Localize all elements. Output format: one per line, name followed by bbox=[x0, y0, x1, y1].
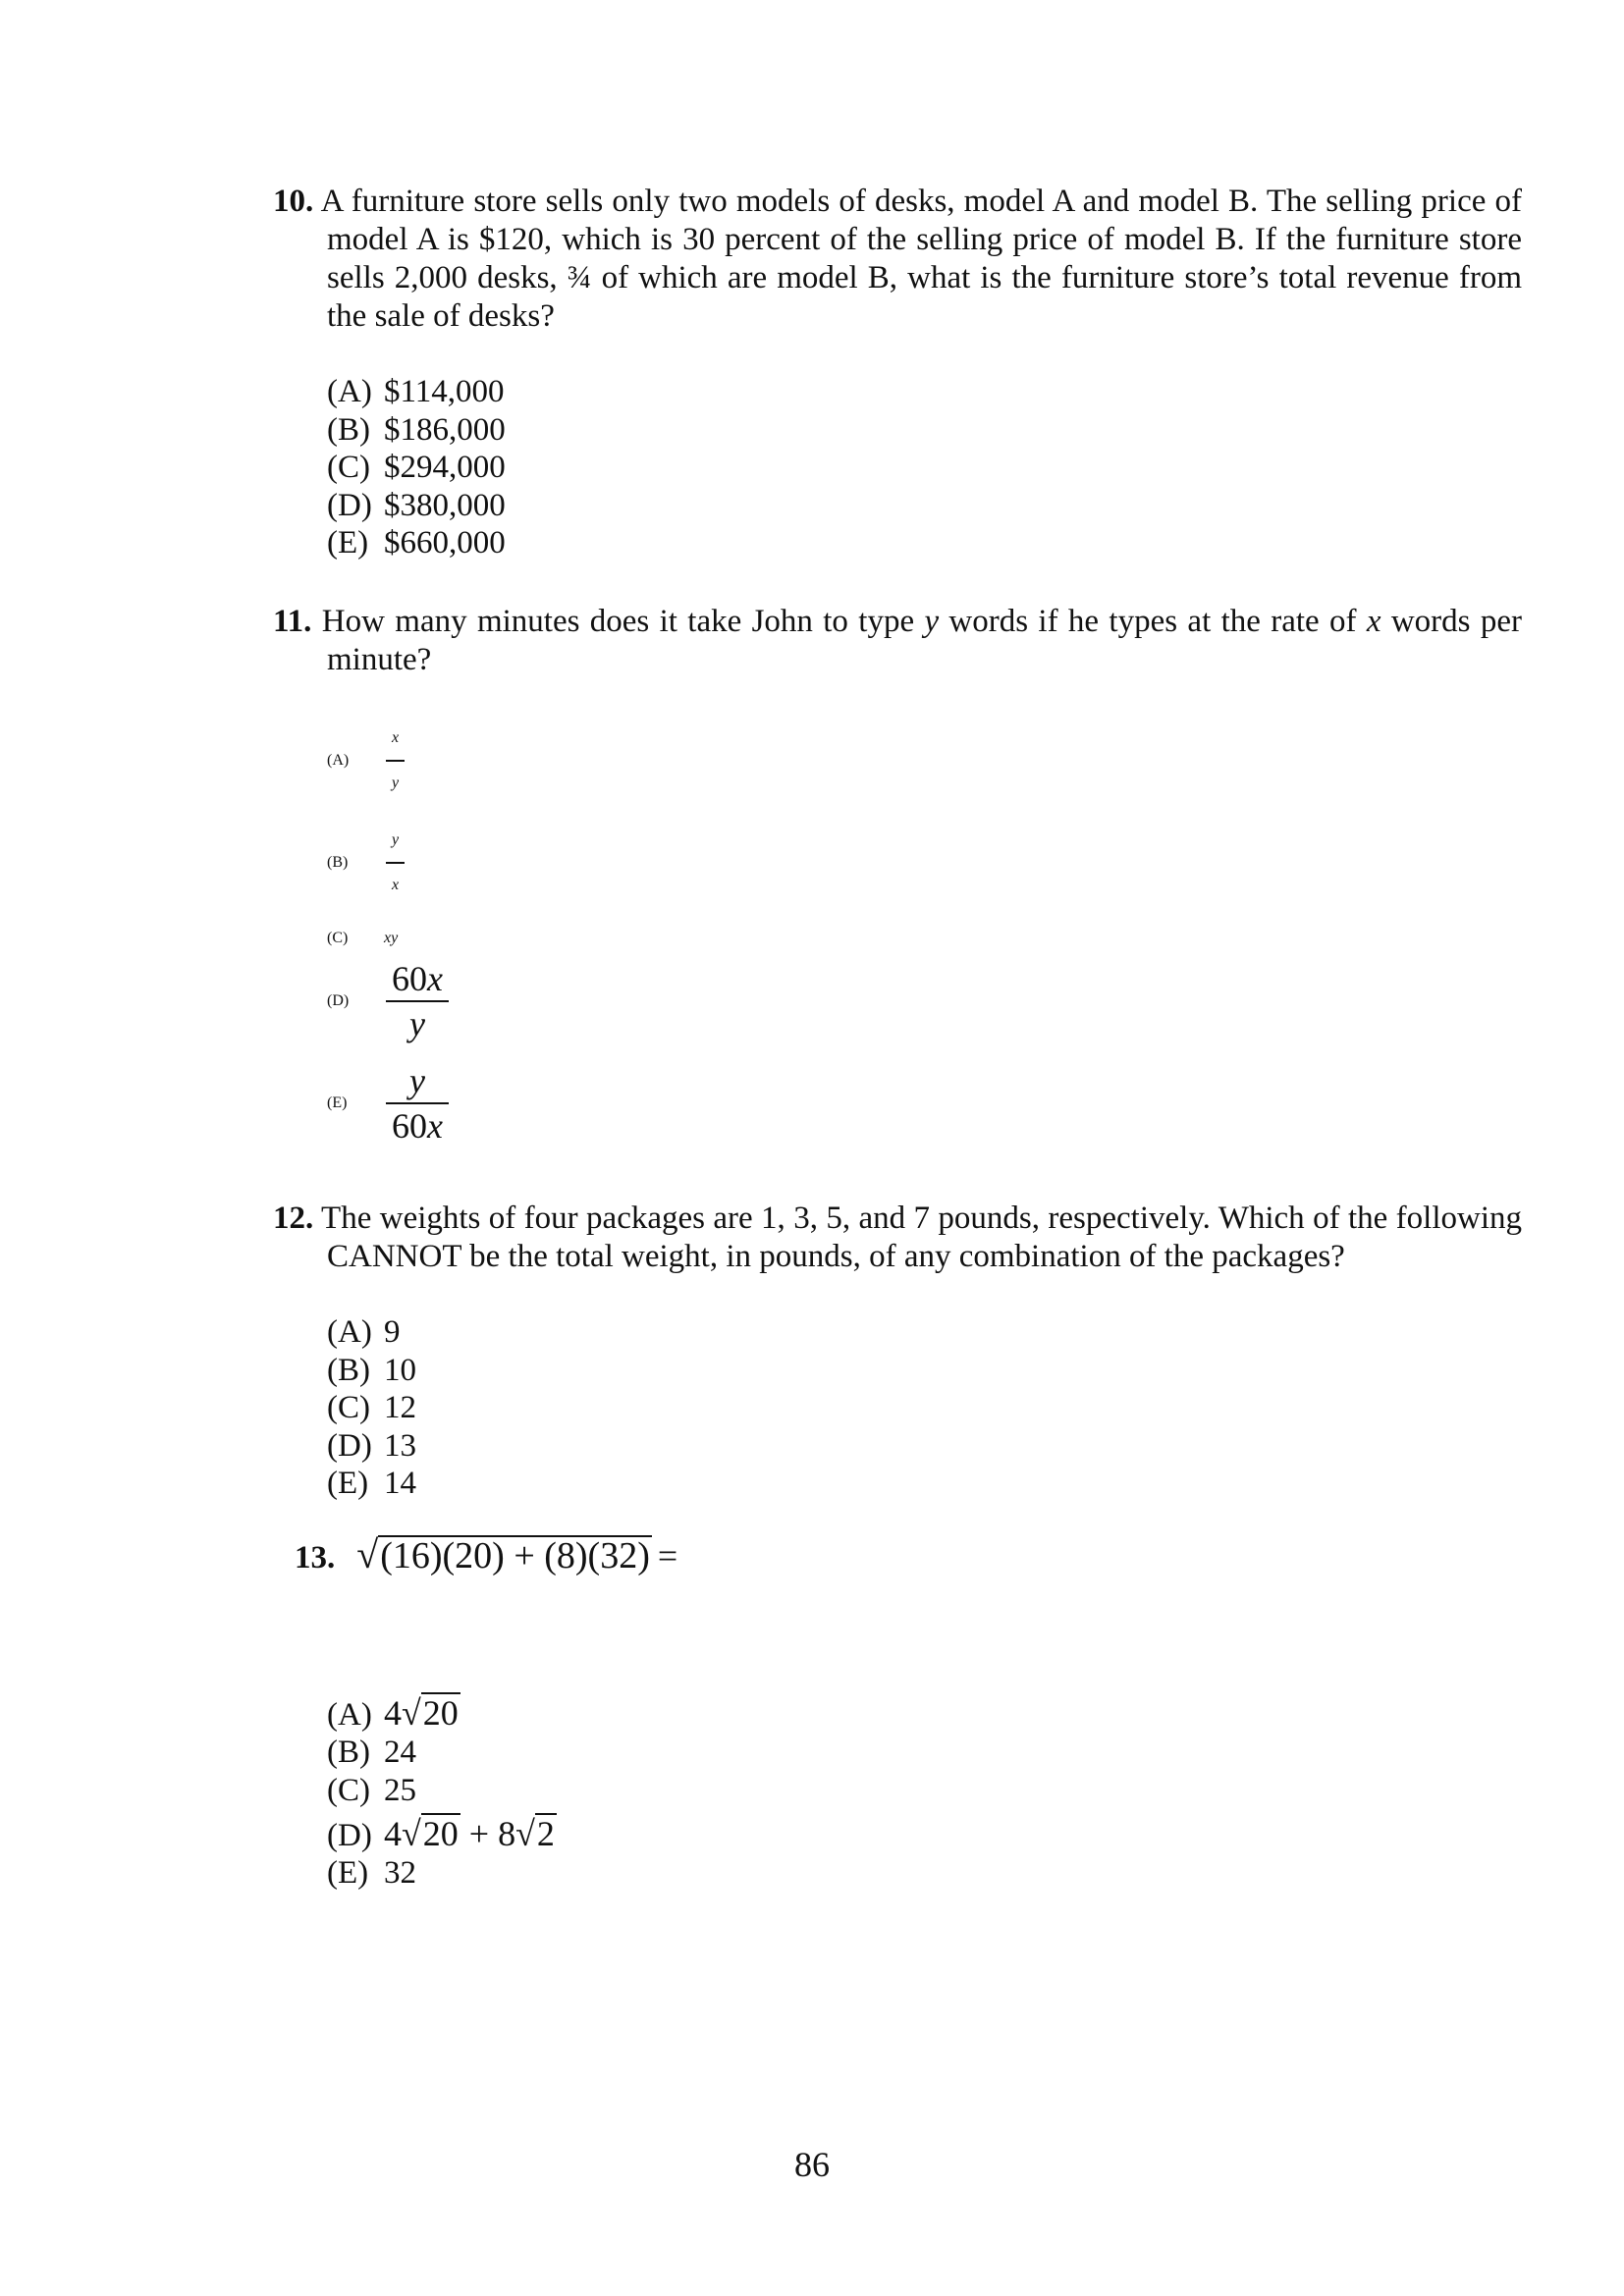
option-label: (D) bbox=[327, 487, 372, 523]
option-value: $294,000 bbox=[384, 450, 506, 485]
option-label: (C) bbox=[327, 930, 349, 947]
option-value: 9 bbox=[384, 1314, 401, 1350]
answer-option bbox=[327, 920, 398, 957]
option-value: 32 bbox=[384, 1854, 416, 1891]
fraction bbox=[386, 717, 405, 805]
page-number: 86 bbox=[794, 2145, 830, 2184]
question-13 bbox=[295, 1531, 677, 1577]
option-label: (C) bbox=[327, 1772, 370, 1808]
answer-option bbox=[327, 524, 506, 562]
answer-option bbox=[327, 1313, 416, 1352]
question-number: 10. bbox=[273, 184, 314, 219]
option-label: (A) bbox=[327, 1314, 372, 1350]
question-text: words per minute? bbox=[327, 604, 1522, 677]
answer-option bbox=[327, 957, 449, 1045]
option-label: (E) bbox=[327, 1854, 369, 1891]
option-label: (E) bbox=[327, 525, 369, 561]
option-plus-term: + 8 bbox=[460, 1813, 516, 1853]
option-value: $660,000 bbox=[384, 525, 506, 561]
option-value: $114,000 bbox=[384, 374, 505, 409]
variable-x: x bbox=[1366, 604, 1381, 639]
answer-option bbox=[327, 717, 405, 805]
answer-option bbox=[327, 1854, 557, 1893]
sqrt-symbol: √ bbox=[402, 1813, 421, 1853]
fraction-numerator: 60 bbox=[392, 959, 427, 998]
question-11 bbox=[273, 603, 1522, 679]
answer-option bbox=[327, 1427, 416, 1466]
option-label: (B) bbox=[327, 411, 370, 448]
option-label: (A) bbox=[327, 752, 350, 769]
option-label: (E) bbox=[327, 1095, 348, 1111]
answer-option bbox=[327, 411, 506, 450]
variable-y: y bbox=[924, 604, 940, 639]
option-label: (D) bbox=[327, 1817, 372, 1853]
answer-option bbox=[327, 1734, 557, 1772]
answer-options bbox=[327, 1313, 416, 1503]
option-label: (C) bbox=[327, 450, 370, 485]
sqrt-symbol: √ bbox=[402, 1693, 421, 1733]
option-label: (B) bbox=[327, 1735, 370, 1770]
answer-option bbox=[327, 1465, 416, 1503]
answer-options bbox=[327, 1692, 557, 1892]
option-value: $380,000 bbox=[384, 487, 506, 523]
option-coefficient: 4 bbox=[384, 1693, 402, 1733]
answer-options bbox=[327, 717, 622, 1168]
option-value: 12 bbox=[384, 1390, 416, 1425]
answer-option bbox=[327, 1352, 416, 1390]
radicand: 20 bbox=[422, 1813, 459, 1853]
fraction-denominator-variable: x bbox=[427, 1106, 443, 1146]
radicand: (16)(20) + (8)(32) bbox=[380, 1535, 650, 1576]
answer-option bbox=[327, 1772, 557, 1813]
fraction bbox=[386, 957, 449, 1045]
answer-option bbox=[327, 1692, 557, 1734]
fraction-numerator: x bbox=[392, 729, 400, 746]
fraction-denominator: y bbox=[392, 774, 400, 791]
question-number: 13. bbox=[295, 1540, 336, 1575]
question-10 bbox=[273, 183, 1522, 336]
answer-option bbox=[327, 1059, 449, 1148]
answer-option bbox=[327, 1813, 557, 1854]
question-text: words if he types at the rate of bbox=[939, 604, 1367, 639]
option-value: $186,000 bbox=[384, 411, 506, 448]
option-value: 24 bbox=[384, 1735, 416, 1770]
sqrt-symbol: √ bbox=[515, 1813, 535, 1853]
fraction-numerator-variable: x bbox=[427, 959, 443, 998]
sqrt-symbol: √ bbox=[356, 1532, 379, 1576]
answer-option bbox=[327, 1389, 416, 1427]
option-label: (D) bbox=[327, 992, 350, 1009]
option-value: 25 bbox=[384, 1772, 416, 1808]
option-label: (D) bbox=[327, 1427, 372, 1464]
question-number: 12. bbox=[273, 1201, 314, 1236]
option-value: 13 bbox=[384, 1427, 416, 1464]
radicand: 20 bbox=[422, 1693, 459, 1733]
answer-option bbox=[327, 487, 506, 525]
question-text: How many minutes does it take John to type bbox=[321, 604, 925, 639]
answer-option bbox=[327, 373, 506, 411]
answer-option bbox=[327, 449, 506, 487]
radicand: 2 bbox=[536, 1813, 555, 1853]
question-12 bbox=[273, 1200, 1522, 1276]
answer-options bbox=[327, 373, 506, 562]
question-text: A furniture store sells only two models of desks, model A and model B. The selling price of model A is $120, which is 30 percent of the selling price of model B. If the furniture store sells 2,000 desks, ¾ of which are model B, what is the furniture store’s total revenue from the sale of desks? bbox=[320, 184, 1522, 334]
fraction bbox=[386, 1059, 449, 1148]
question-text: The weights of four packages are 1, 3, 5, and 7 pounds, respectively. Which of the following CANNOT be the total weight, in pounds, of any combination of the packages? bbox=[321, 1201, 1522, 1274]
option-label: (A) bbox=[327, 1697, 372, 1733]
fraction-denominator: x bbox=[392, 877, 400, 893]
question-number: 11. bbox=[273, 604, 312, 639]
fraction-denominator: 60 bbox=[392, 1106, 427, 1146]
option-label: (B) bbox=[327, 1352, 370, 1388]
option-label: (C) bbox=[327, 1390, 370, 1425]
option-coefficient: 4 bbox=[384, 1813, 402, 1853]
fraction-numerator: y bbox=[409, 1061, 425, 1100]
option-value: 10 bbox=[384, 1352, 416, 1388]
option-label: (B) bbox=[327, 854, 349, 871]
option-value: 14 bbox=[384, 1466, 416, 1501]
fraction-numerator: y bbox=[392, 831, 400, 848]
option-label: (A) bbox=[327, 374, 372, 409]
option-value: xy bbox=[384, 930, 399, 946]
answer-option bbox=[327, 819, 405, 907]
option-label: (E) bbox=[327, 1466, 369, 1501]
equals-sign: = bbox=[657, 1536, 678, 1575]
fraction-denominator: y bbox=[409, 1004, 425, 1043]
fraction bbox=[386, 819, 405, 907]
